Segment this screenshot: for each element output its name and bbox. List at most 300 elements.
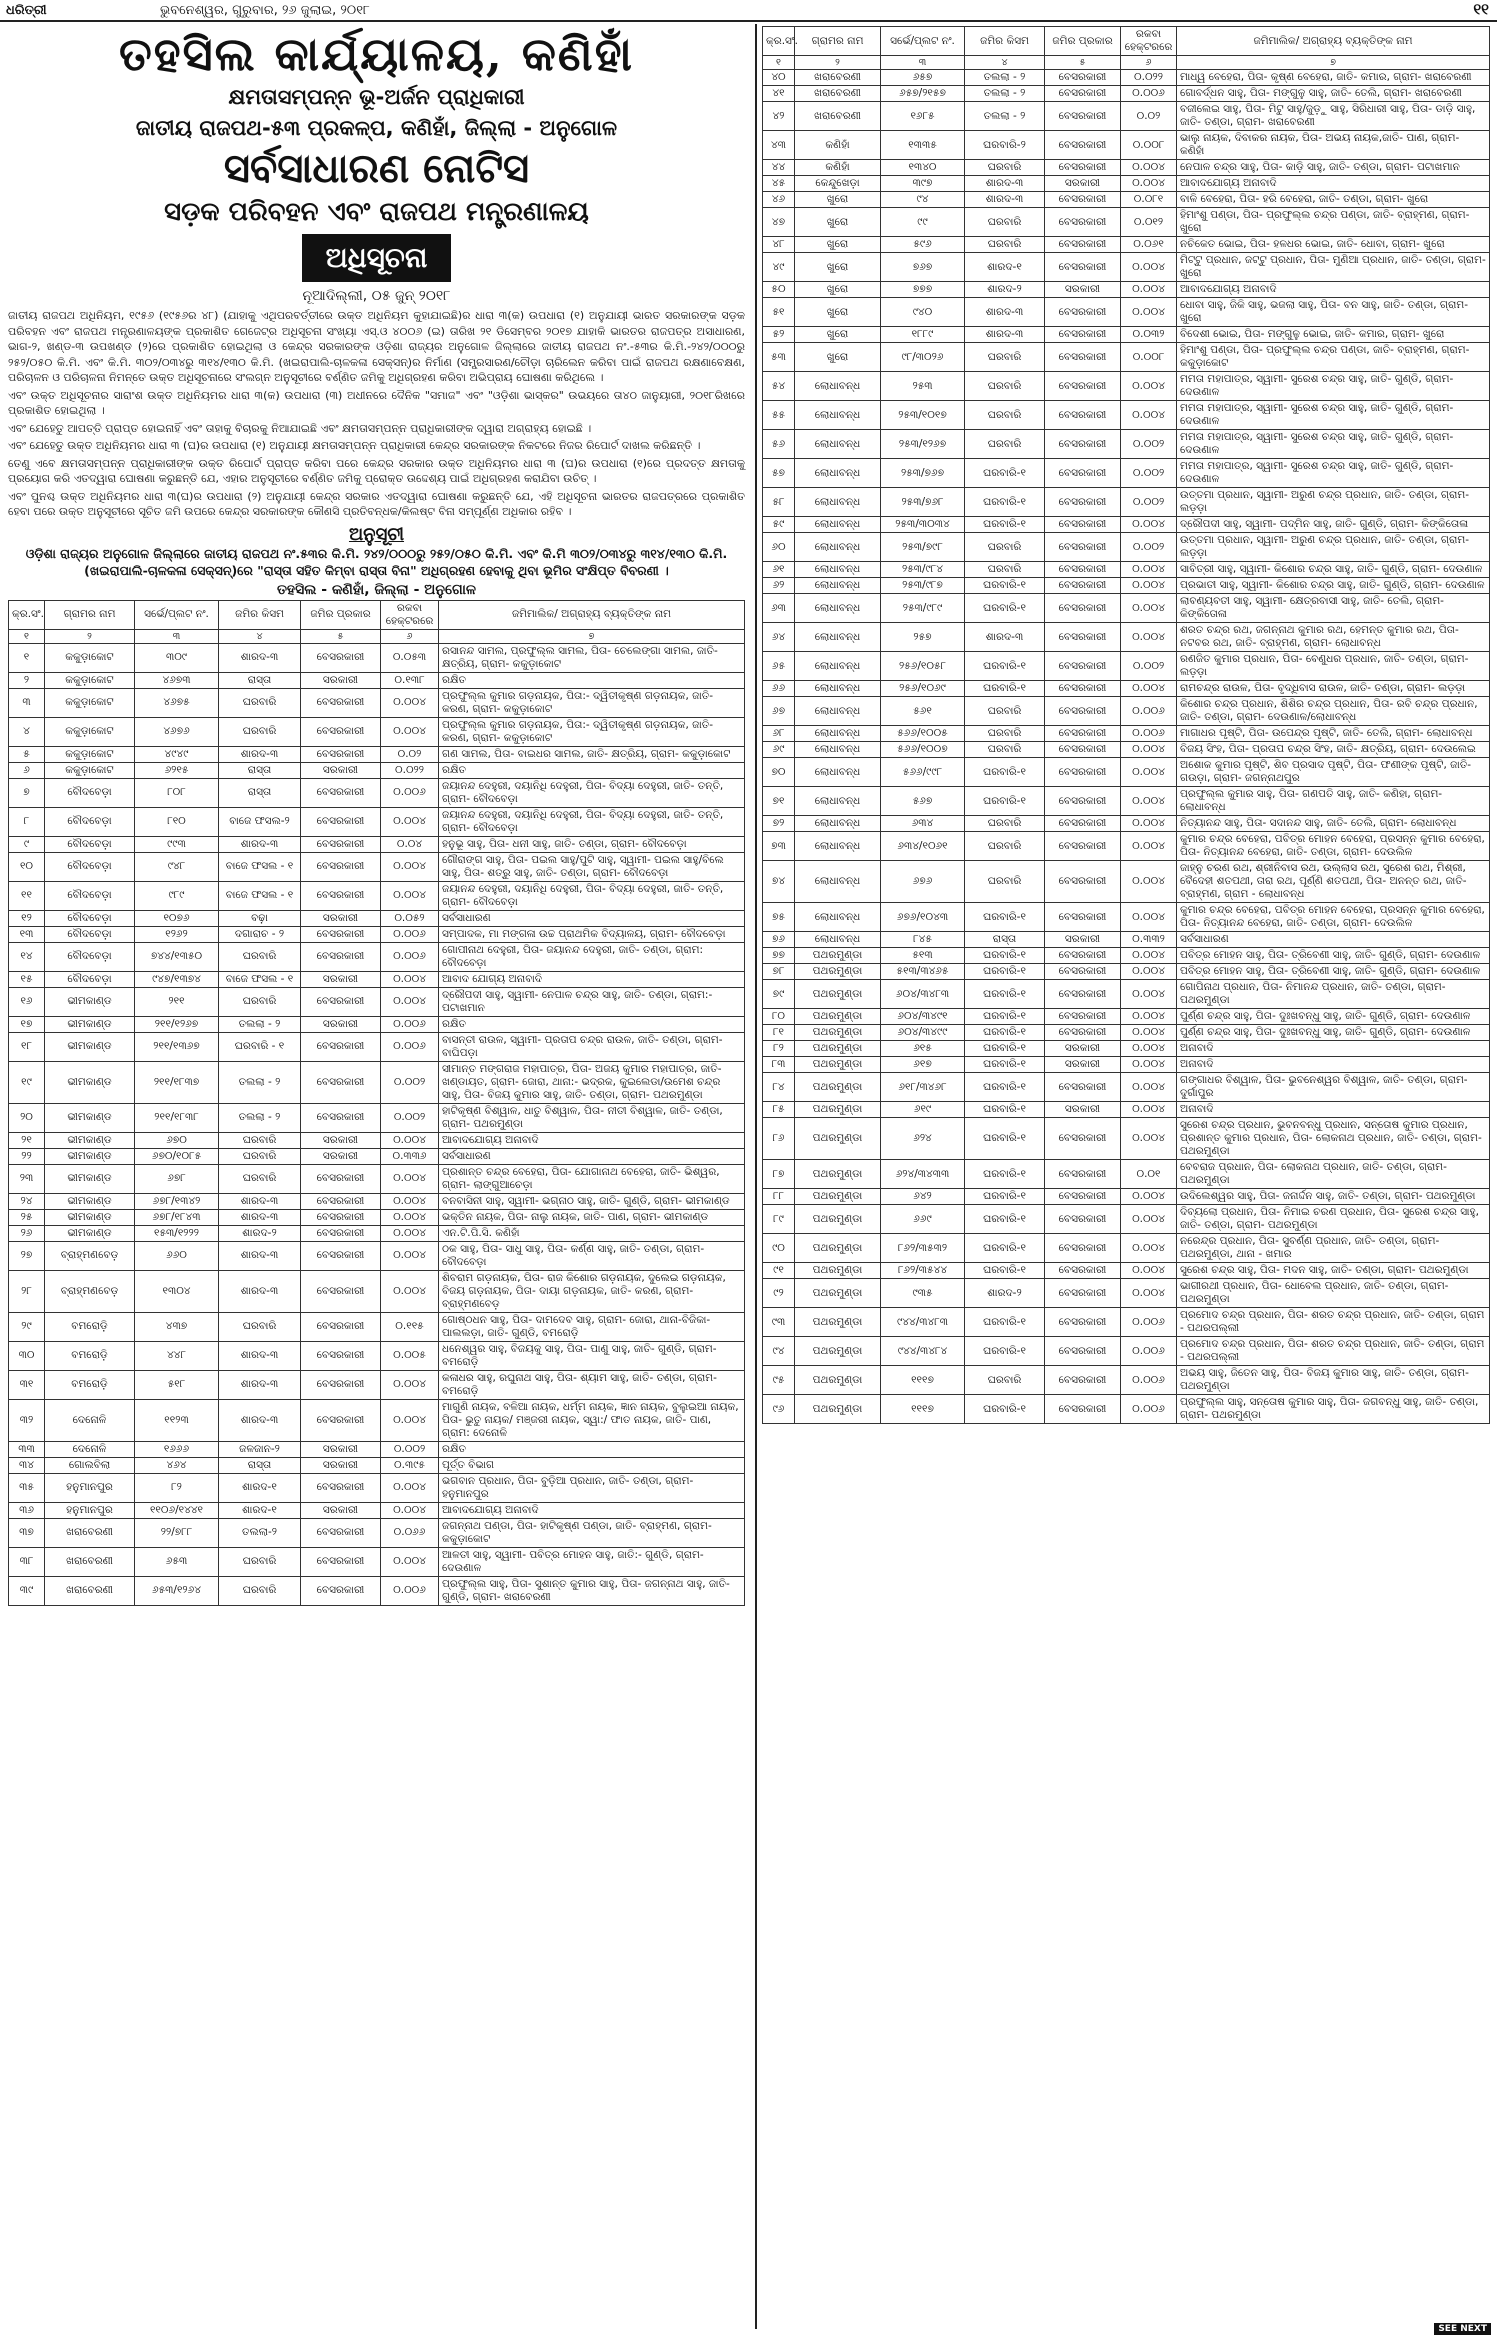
- table-cell: ରାମଚନ୍ଦ୍ର ରାଉଳ, ପିତା- ବୃଦ୍ଧିବାସ ରାଉଳ, ଜାତି- ତଣ୍ଡା, ଗ୍ରାମ- ଲଡ଼ଡ଼ା: [1177, 681, 1490, 697]
- table-cell: ୫୮: [763, 488, 795, 517]
- table-row: [9, 836, 745, 852]
- table-cell: ଘରବାରି-୧: [965, 1234, 1045, 1263]
- table-cell: କକୁଡ଼ାକୋଟ: [45, 762, 135, 778]
- table-cell: ସମ୍ପାଦକ, ମା ମଙ୍ଗଳା ଉଚ୍ଚ ପ୍ରାଥମିକ ବିଦ୍ୟାଳୟ, ଗ୍ରାମ- ବୌଦବେଡ଼ା: [439, 926, 745, 942]
- ministry-title: ସଡ଼କ ପରିବହନ ଏବଂ ରାଜପଥ ମନ୍ତ୍ରଣାଳୟ: [164, 197, 589, 227]
- table-cell: ରାସ୍ତା: [219, 1457, 301, 1473]
- table-cell: ୦.୦୦୪: [1121, 401, 1177, 430]
- table-cell: ୪୦: [763, 70, 795, 86]
- table-row: [763, 327, 1490, 343]
- column-index-cell: ୫: [301, 629, 381, 643]
- table-cell: ଗୌରାଙ୍ଗ ସାହୁ, ପିତା- ପଇଲ ସାହୁ/ପୁଟି ସାହୁ, ସ୍ୱାମୀ- ପଇଲ ସାହୁ/ବିଲେ ସାହୁ, ପିତା- ଶତ୍ରୁ ସାହୁ, ଜାତି- ତଣ୍ଡା, ଗ୍ରାମ- ବୌଦବେଡ଼ା: [439, 852, 745, 881]
- table-cell: ସରକାରୀ: [301, 1441, 381, 1457]
- table-cell: ୧୧୦୬/୧୪୪୧: [135, 1502, 219, 1518]
- table-cell: ବେସରକାରୀ: [301, 778, 381, 807]
- table-cell: ଖରାବେରଣୀ: [45, 1547, 135, 1576]
- table-cell: ୯୧: [763, 1263, 795, 1279]
- table-cell: ୯୮/୩୦୨୬: [881, 343, 965, 372]
- table-cell: ଘରବାରି: [965, 832, 1045, 861]
- table-cell: ୦.୦୦୬: [1121, 1366, 1177, 1395]
- table-cell: ୭୧: [763, 787, 795, 816]
- table-cell: ୬୦୪/୩୪୯୧: [881, 1009, 965, 1025]
- table-cell: ୯୪୪/୩୪୮୩: [881, 1308, 965, 1337]
- table-row: [763, 681, 1490, 697]
- table-cell: ୬୦୪/୩୪୯୯: [881, 1025, 965, 1041]
- page-number: ୧୧: [1473, 0, 1489, 18]
- table-cell: ଉତ୍ତମା ପ୍ରଧାନ, ସ୍ୱାମୀ- ଅରୁଣ ଚନ୍ଦ୍ର ପ୍ରଧାନ, ଜାତି- ତଣ୍ଡା, ଗ୍ରାମ- ଲଡ଼ଡ଼ା: [1177, 533, 1490, 562]
- table-cell: ୦.୦୦୨: [1121, 533, 1177, 562]
- table-cell: ୧୧: [9, 881, 45, 910]
- table-cell: ପ୍ରଫୁଲ୍ଲ ସାହୁ, ସନ୍ତୋଷ କୁମାର ସାହୁ, ପିତା- ଜଗବନ୍ଧୁ ସାହୁ, ଜାତି- ତଣ୍ଡା, ଗ୍ରାମ- ପଥରମୁଣ୍ଡା: [1177, 1395, 1490, 1424]
- table-cell: ରକ୍ଷିତ: [439, 672, 745, 688]
- table-cell: ଦିବ୍ୟଲୋ ପ୍ରଧାନ, ପିତା- ନିମାଇ ଚରଣ ପ୍ରଧାନ, ପିତା- ସୁରେଶ ଚନ୍ଦ୍ର ସାହୁ, ଜାତି- ତଣ୍ଡା, ଗ୍ରାମ- ପଥରମୁଣ୍ଡା: [1177, 1205, 1490, 1234]
- table-cell: ୦.୦୦୮: [1121, 343, 1177, 372]
- table-cell: ବୌଦବେଡ଼ା: [45, 852, 135, 881]
- table-cell: ୨୪: [9, 1193, 45, 1209]
- public-notice-title: ସର୍ବସାଧାରଣ ନୋଟିସ: [223, 145, 530, 192]
- table-cell: ୧୩୪୦: [881, 160, 965, 176]
- table-cell: ଧୋବା ସାହୁ, ଜିକି ସାହୁ, ଭଜଲା ସାହୁ, ପିତା- ବନ ସାହୁ, ଜାତି- ତଣ୍ଡା, ଗ୍ରାମ- ଖୁରୋ: [1177, 298, 1490, 327]
- table-cell: ଭୀମକାଣ୍ଡ: [45, 1148, 135, 1164]
- table-row: [9, 926, 745, 942]
- table-cell: ବାଳି ବେହେରା, ପିତା- ହରି ବେହେରା, ଜାତି- ତଣ୍ଡା, ଗ୍ରାମ- ଖୁରୋ: [1177, 192, 1490, 208]
- table-cell: ଲୋଧାବନ୍ଧ: [795, 861, 881, 903]
- table-cell: ୬୭୬: [881, 861, 965, 903]
- table-cell: ୯୯: [881, 208, 965, 237]
- table-cell: ପବିତ୍ର ମୋହନ ସାହୁ, ପିତା- ତ୍ରିବେଣୀ ସାହୁ, ଜାତି- ଗୁଣ୍ଡି, ଗ୍ରାମ- ଦେଉଣାଳ: [1177, 964, 1490, 980]
- table-cell: ଆବାଦ ଯୋଗ୍ୟ ଅନାବାଦି: [439, 971, 745, 987]
- table-cell: ୮୭: [763, 1160, 795, 1189]
- table-cell: ଲୋଧାବନ୍ଧ: [795, 903, 881, 932]
- table-cell: ୩୦୯: [135, 643, 219, 672]
- table-cell: ଆବାଦଯୋଗ୍ୟ ଅନାବାଦି: [439, 1132, 745, 1148]
- column-header: ଗ୍ରାମର ନାମ: [45, 600, 135, 629]
- table-cell: ବେସରକାରୀ: [1045, 1234, 1121, 1263]
- notice-paragraph: ଏବଂ ଯେହେତୁ ଆପତ୍ତି ପ୍ରାପ୍ତ ହୋଇନାହିଁ ଏବଂ ତାହାକୁ ବିଚାରକୁ ନିଆଯାଇଛି ଏବଂ କ୍ଷମତାସମ୍ପନ୍ନ ପ୍ରାଧିକାରୀଙ୍କ ଦ୍ୱାରା ଅଗ୍ରାହ୍ୟ ହୋଇଛି ।: [8, 421, 592, 435]
- table-cell: ୮୪: [763, 1073, 795, 1102]
- table-cell: ଜୟାନନ୍ଦ ଦେହୁରୀ, ଦୟାନିଧି ଦେହୁରୀ, ପିତା- ବିଦ୍ୟା ଦେହୁରୀ, ଜାତି- ତନ୍ତି, ଗ୍ରାମ- ବୌଦବେଡ଼ା: [439, 881, 745, 910]
- table-cell: ୧୪: [9, 942, 45, 971]
- table-cell: ପ୍ରଫୁଲ୍ଲ ସାହୁ, ପିତା- ସୁଶାନ୍ତ କୁମାର ସାହୁ, ପିତା- ଜଗନ୍ନାଥ ସାହୁ, ଜାତି- ଗୁଣ୍ଡି, ଗ୍ରାମ- ଖରାବେରଣୀ: [439, 1576, 745, 1605]
- table-cell: ୨୫୩: [881, 372, 965, 401]
- table-cell: ୧୮୮୯: [881, 327, 965, 343]
- table-cell: ୧୩: [9, 926, 45, 942]
- table-cell: ନିତ୍ୟାନନ୍ଦ ସାହୁ, ପିତା- ସଦାନନ୍ଦ ସାହୁ, ଜାତି- ତେଲି, ଗ୍ରାମ- ଲୋଧାବନ୍ଧ: [1177, 816, 1490, 832]
- table-cell: ଗୋଷ୍ଠଧନ ସାହୁ, ପିତା- ଦାମଦେବ ସାହୁ, ଗ୍ରାମ- ଜୋରା, ଥାନା-ବିଜିକା- ପାଲଲଡ଼ା, ଜାତି- ଗୁଣ୍ଡି, ବମରୋଡ଼ି: [439, 1312, 745, 1341]
- table-cell: ବେସରକାରୀ: [301, 1061, 381, 1103]
- table-cell: ବେସରକାରୀ: [1045, 578, 1121, 594]
- table-cell: ୪୭: [763, 208, 795, 237]
- table-row: [9, 746, 745, 762]
- table-cell: ୫୫: [763, 401, 795, 430]
- table-cell: ୭୪: [763, 861, 795, 903]
- table-cell: ୦.୦୦୪: [1121, 1025, 1177, 1041]
- table-cell: ପଥରମୁଣ୍ଡା: [795, 1263, 881, 1279]
- table-cell: ପଥରମୁଣ୍ଡା: [795, 964, 881, 980]
- table-cell: ମମତା ମହାପାତ୍ର, ସ୍ୱାମୀ- ସୁରେଶ ଚନ୍ଦ୍ର ସାହୁ, ଜାତି- ଗୁଣ୍ଡି, ଗ୍ରାମ- ଦେଉଣାଳ: [1177, 401, 1490, 430]
- table-cell: ପଥରମୁଣ୍ଡା: [795, 1337, 881, 1366]
- table-cell: ବୌଦବେଡ଼ା: [45, 971, 135, 987]
- table-cell: ବେସରକାରୀ: [1045, 372, 1121, 401]
- table-cell: ଖୁରୋ: [795, 192, 881, 208]
- table-cell: ବିଦେଶୀ ଭୋଇ, ପିତା- ମଙ୍ଗୁଳୁ ଭୋଇ, ଜାତି- କମାର, ଗ୍ରାମ- ଖୁରୋ: [1177, 327, 1490, 343]
- table-cell: ୦.୦୦୪: [1121, 1118, 1177, 1160]
- table-cell: ୬୧୭: [881, 1057, 965, 1073]
- authority-title: କ୍ଷମତାସମ୍ପନ୍ନ ଭୂ-ଅର୍ଜନ ପ୍ରାଧିକାରୀ: [228, 85, 525, 109]
- table-cell: ୪୪୮: [135, 1341, 219, 1370]
- table-cell: ଭାଗୀରଥୀ ପ୍ରଧାନ, ପିତା- ଧୋବେଲ ପ୍ରଧାନ, ଜାତି- ତଣ୍ଡା, ଗ୍ରାମ- ପଥରମୁଣ୍ଡା: [1177, 1279, 1490, 1308]
- table-row: [763, 980, 1490, 1009]
- table-cell: ପଥରମୁଣ୍ଡା: [795, 1205, 881, 1234]
- table-cell: ୨୬: [9, 1225, 45, 1241]
- table-cell: ୧୦: [9, 852, 45, 881]
- table-cell: ୦.୦୦୨: [381, 1441, 439, 1457]
- table-cell: ୬୧୯: [881, 1102, 965, 1118]
- newspaper-masthead: [0, 0, 1497, 22]
- table-cell: ବେସରକାରୀ: [1045, 787, 1121, 816]
- table-cell: ପଥରମୁଣ୍ଡା: [795, 948, 881, 964]
- table-cell: କଣିହାଁ: [795, 131, 881, 160]
- table-cell: ୫୬୬/୧୦୦୭: [881, 742, 965, 758]
- column-header: ରକବା ହେକ୍ଟରରେ: [381, 600, 439, 629]
- table-row: [763, 1279, 1490, 1308]
- table-cell: ମମତା ମହାପାତ୍ର, ସ୍ୱାମୀ- ସୁରେଶ ଚନ୍ଦ୍ର ସାହୁ, ଜାତି- ଗୁଣ୍ଡି, ଗ୍ରାମ- ଦେଉଣାଳ: [1177, 430, 1490, 459]
- table-cell: ୦.୦୦୬: [381, 942, 439, 971]
- table-cell: ୧୩୦୪: [135, 1270, 219, 1312]
- table-cell: ୦.୦୦୪: [381, 1225, 439, 1241]
- table-cell: ଘରବାରି-୧: [965, 652, 1045, 681]
- table-cell: ଘରବାରି-୧: [965, 1395, 1045, 1424]
- table-cell: ୫୯୬: [881, 237, 965, 253]
- table-cell: ଭୀମକାଣ୍ଡ: [45, 1016, 135, 1032]
- table-cell: ମମତା ମହାପାତ୍ର, ସ୍ୱାମୀ- ସୁରେଶ ଚନ୍ଦ୍ର ସାହୁ, ଜାତି- ଗୁଣ୍ଡି, ଗ୍ରାମ- ଦେଉଣାଳ: [1177, 459, 1490, 488]
- table-cell: ଭୀମକାଣ୍ଡ: [45, 1225, 135, 1241]
- table-row: [763, 562, 1490, 578]
- table-cell: ବେସରକାରୀ: [1045, 697, 1121, 726]
- table-cell: ୭୭୭: [881, 282, 965, 298]
- table-cell: ୦.୦୧: [1121, 1160, 1177, 1189]
- table-cell: ୨୧୧/୧୨୬୭: [135, 1016, 219, 1032]
- table-cell: ଘରବାରି-୧: [965, 517, 1045, 533]
- table-cell: ବେସରକାରୀ: [1045, 948, 1121, 964]
- table-cell: ୨୧୧: [135, 987, 219, 1016]
- table-cell: ୦.୦୦୪: [381, 807, 439, 836]
- table-cell: ବେସରକାରୀ: [1045, 832, 1121, 861]
- table-cell: ଘରବାରି: [965, 562, 1045, 578]
- table-cell: ୩୧: [9, 1370, 45, 1399]
- table-cell: ୩୯୭: [881, 176, 965, 192]
- table-cell: ହନୁମାନପୁର: [45, 1502, 135, 1518]
- table-cell: ବେସରକାରୀ: [301, 1399, 381, 1441]
- table-cell: ସରକାରୀ: [301, 762, 381, 778]
- table-cell: ଜୟାନନ୍ଦ ଦେହୁରୀ, ଦୟାନିଧି ଦେହୁରୀ, ପିତା- ବିଦ୍ୟା ଦେହୁରୀ, ଜାତି- ତନ୍ତି, ଗ୍ରାମ- ବୌଦବେଡ଼ା: [439, 778, 745, 807]
- table-cell: ୮୬୨/୩୫୪୪: [881, 1263, 965, 1279]
- table-row: [763, 208, 1490, 237]
- table-cell: ମାଗାଧର ପୃଷ୍ଟି, ପିତା- ଉପେନ୍ଦ୍ର ପୃଷ୍ଟି, ଜାତି- ତେଲି, ଗ୍ରାମ- ଲୋଧାବନ୍ଧ: [1177, 726, 1490, 742]
- table-cell: ୦.୦୦୪: [1121, 253, 1177, 282]
- table-cell: ୦.୦୦୪: [1121, 1205, 1177, 1234]
- table-cell: ୨୫୩/୧୦୧୭: [881, 401, 965, 430]
- table-cell: ଜଗନ୍ନାଥ ପଣ୍ଡା, ପିତା- ହାଟିକୃଷ୍ଣ ପଣ୍ଡା, ଜାତି- ବ୍ରାହ୍ମଣ, ଗ୍ରାମ- କକୁଡ଼ାକୋଟ: [439, 1518, 745, 1547]
- table-cell: ୦.୦୩୨: [1121, 327, 1177, 343]
- table-cell: ୨୯: [9, 1312, 45, 1341]
- table-cell: ୭୦: [763, 758, 795, 787]
- table-cell: ୬୯: [763, 742, 795, 758]
- table-cell: ବେସରକାରୀ: [301, 643, 381, 672]
- table-cell: ଭୀମକାଣ୍ଡ: [45, 1103, 135, 1132]
- table-cell: ୬୬୦: [135, 1241, 219, 1270]
- table-cell: ଘରବାରି: [219, 1132, 301, 1148]
- table-cell: ଖୁରୋ: [795, 343, 881, 372]
- table-cell: ୦.୦୦୪: [381, 881, 439, 910]
- table-cell: ଅଭୟ ସାହୁ, ଜିତେନ ସାହୁ, ପିତା- ବିଜୟ କୁମାର ସାହୁ, ଜାତି- ତଣ୍ଡା, ଗ୍ରାମ- ପଥରମୁଣ୍ଡା: [1177, 1366, 1490, 1395]
- table-row: [9, 762, 745, 778]
- table-cell: ପ୍ରମୋଦ ଚନ୍ଦ୍ର ପ୍ରଧାନ, ପିତା- ଶରତ ଚନ୍ଦ୍ର ପ୍ରଧାନ, ଜାତି- ତଣ୍ଡା, ଗ୍ରାମ - ପଥରପଲ୍ଲୀ: [1177, 1308, 1490, 1337]
- table-cell: ବୌଦବେଡ଼ା: [45, 836, 135, 852]
- table-cell: ୯୪: [763, 1337, 795, 1366]
- table-cell: ଶାରଦ-୧: [965, 253, 1045, 282]
- column-header: ଜମିମାଲିକ/ ଅଗ୍ରାହ୍ୟ ବ୍ୟକ୍ତିଙ୍କ ନାମ: [439, 600, 745, 629]
- table-cell: ୬୧: [763, 562, 795, 578]
- table-cell: ୮୨: [135, 1473, 219, 1502]
- table-row: [763, 964, 1490, 980]
- table-cell: ବେବରାଜ ପ୍ରଧାନ, ପିତା- ଲୋକନାଥ ପ୍ରଧାନ, ଜାତି- ତଣ୍ଡା, ଗ୍ରାମ- ପଥରମୁଣ୍ଡା: [1177, 1160, 1490, 1189]
- table-cell: ଶାରଦ-୩: [965, 176, 1045, 192]
- notice-paragraph: ଏବଂ ଯେହେତୁ ଉକ୍ତ ଅଧିନିୟମର ଧାରା ୩ (ଘ)ର ଉପଧାରା (୧) ଅନୁଯାୟୀ କ୍ଷମତାସମ୍ପନ୍ନ ପ୍ରାଧିକାରୀ କେନ୍ଦ୍ର ସରକାରଙ୍କ ନିକଟରେ ନିଜର ରିପୋର୍ଟ ଦାଖଲ କରିଛନ୍ତି ।: [8, 439, 701, 452]
- table-row: [9, 1576, 745, 1605]
- table-cell: ୬୫୭/୨୧୫୭: [881, 86, 965, 102]
- table-cell: ୦.୦୦୬: [1121, 1308, 1177, 1337]
- column-header: ଜମିମାଲିକ/ ଅଗ୍ରାହ୍ୟ ବ୍ୟକ୍ତିଙ୍କ ନାମ: [1177, 27, 1490, 56]
- table-cell: ଶାରଦ-୩: [219, 1270, 301, 1312]
- table-row: [763, 192, 1490, 208]
- table-row: [763, 932, 1490, 948]
- table-cell: ଲୋଧାବନ୍ଧ: [795, 726, 881, 742]
- table-cell: ପଥରମୁଣ୍ଡା: [795, 1160, 881, 1189]
- table-cell: ୯୪୭/୧୩୭୪: [135, 971, 219, 987]
- table-row: [763, 726, 1490, 742]
- table-cell: କକୁଡ଼ାକୋଟ: [45, 746, 135, 762]
- table-cell: ୩୬: [9, 1502, 45, 1518]
- table-cell: ୨୫୬/୧୦୫୮: [881, 652, 965, 681]
- table-cell: ବେସରକାରୀ: [1045, 1009, 1121, 1025]
- table-cell: ୦.୦୦୪: [1121, 372, 1177, 401]
- column-index-cell: ୧: [763, 56, 795, 70]
- table-cell: ୪୬୪: [135, 1457, 219, 1473]
- table-cell: ପଥରମୁଣ୍ଡା: [795, 1279, 881, 1308]
- table-cell: ୦.୦୦୪: [1121, 282, 1177, 298]
- table-cell: ୧୧୧୭: [881, 1395, 965, 1424]
- table-cell: ବେସରକାରୀ: [301, 1576, 381, 1605]
- table-cell: ପ୍ରମୋଦ ଚନ୍ଦ୍ର ପ୍ରଧାନ, ପିତା- ଶରତ ଚନ୍ଦ୍ର ପ୍ରଧାନ, ଜାତି- ତଣ୍ଡା, ଗ୍ରାମ - ପଥରପଲ୍ଲୀ: [1177, 1337, 1490, 1366]
- table-cell: ବାଜେ ଫସଲ - ୧: [219, 971, 301, 987]
- table-cell: ରସାନନ୍ଦ ସାମଲ, ପ୍ରଫୁଲ୍ଲ ସାମଲ, ପିତା- ଚେଲେଙ୍ଗା ସାମଲ, ଜାତି- କ୍ଷତ୍ରିୟ, ଗ୍ରାମ- କକୁଡ଼ାକୋଟ: [439, 643, 745, 672]
- table-cell: ୮୦୮: [135, 778, 219, 807]
- table-row: [763, 459, 1490, 488]
- table-cell: ପୁର୍ଣ୍ଣ ଚନ୍ଦ୍ର ସାହୁ, ପିତା- ଦୁଃଖବନ୍ଧୁ ସାହୁ, ଜାତି- ଗୁଣ୍ଡି, ଗ୍ରାମ- ଦେଉଣାଳ: [1177, 1009, 1490, 1025]
- table-cell: ଲୋଧାବନ୍ଧ: [795, 578, 881, 594]
- table-cell: ୧୨: [9, 910, 45, 926]
- table-cell: ୬୫୩/୧୨୬୪: [135, 1576, 219, 1605]
- table-cell: ସାବିତ୍ରୀ ସାହୁ, ସ୍ୱାମୀ- କିଶୋର ଚନ୍ଦ୍ର ସାହୁ, ଜାତି- ଗୁଣ୍ଡି, ଗ୍ରାମ- ଦେଉଣାଳ: [1177, 562, 1490, 578]
- table-cell: ବମରୋଡ଼ି: [45, 1341, 135, 1370]
- column-index-cell: ୨: [795, 56, 881, 70]
- schedule-subtitle: ଓଡ଼ିଶା ରାଜ୍ୟର ଅନୁଗୋଳ ଜିଲ୍ଲାରେ ଜାତୀୟ ରାଜପଥ ନଂ.୫୩ର କି.ମି. ୨୪୨/୦୦୦ରୁ ୨୫୨/୦୫୦ କି.ମି. ଏବଂ କି.ମି ୩୦୨/୦୩୪ରୁ ୩୧୪/୧୩୦ କି.ମି. (ଖଇରାପାଲି-ଚାଳକଳା ସେକ୍ସନ୍)ରେ "ରାସ୍ତା ସହିତ କିମ୍ବା ରାସ୍ତା ବିନା" ଅଧିଗ୍ରହଣ ହେବାକୁ ଥିବା ଭୂମିର ସଂକ୍ଷିପ୍ତ ବିବରଣୀ ।: [25, 545, 728, 578]
- table-row: [763, 652, 1490, 681]
- table-row: [763, 253, 1490, 282]
- table-cell: ୦.୦୦୪: [1121, 1073, 1177, 1102]
- table-cell: ସରକାରୀ: [301, 1016, 381, 1032]
- table-cell: ଶିବରାମ ଗଡ଼ନାୟକ, ପିତା- ରାଜ କିଶୋର ଗଡ଼ନାୟକ, ଦୁଲେଇ ଗଡ଼ନାୟକ, ବିଜୟ ଗଡ଼ନାୟକ, ପିତା- ଦାୟା ଗଡ଼ନାୟକ, ଜାତି- କରଣ, ଗ୍ରାମ- ବ୍ରାହ୍ମଣବେଡ଼: [439, 1270, 745, 1312]
- table-header-row: [763, 27, 1490, 56]
- table-cell: ୭୭: [763, 948, 795, 964]
- table-cell: ୦.୦୦୪: [381, 1502, 439, 1518]
- table-cell: ବେସରକାରୀ: [301, 881, 381, 910]
- table-cell: ୧୧୨୩: [135, 1399, 219, 1441]
- table-cell: ଘରବାରି-୧: [965, 1102, 1045, 1118]
- table-cell: ଗୋପୀନାଥ ଦେହୁରୀ, ପିତା- ଜୟାନନ୍ଦ ଦେହୁରୀ, ଜାତି- ତଣ୍ଡା, ଗ୍ରାମ: ବୌଦବେଡ଼ା: [439, 942, 745, 971]
- table-row: [763, 1057, 1490, 1073]
- table-row: [763, 86, 1490, 102]
- table-cell: ଘରବାରି-୨: [965, 131, 1045, 160]
- table-cell: ସରକାରୀ: [301, 672, 381, 688]
- column-index-cell: ୩: [135, 629, 219, 643]
- table-cell: ବେସରକାରୀ: [301, 852, 381, 881]
- table-row: [763, 1308, 1490, 1337]
- table-cell: ୬: [9, 762, 45, 778]
- table-cell: ୦.୦୮୧: [1121, 192, 1177, 208]
- column-divider: [755, 24, 757, 2329]
- table-row: [763, 594, 1490, 623]
- table-cell: ୭୫: [763, 903, 795, 932]
- table-row: [9, 1270, 745, 1312]
- table-cell: ବେସରକାରୀ: [301, 1225, 381, 1241]
- column-header: ଜମିର ପ୍ରକାର: [301, 600, 381, 629]
- table-cell: ୦.୦୫୩: [381, 643, 439, 672]
- table-cell: ବେସରକାରୀ: [1045, 1073, 1121, 1102]
- table-cell: ବେସରକାରୀ: [1045, 237, 1121, 253]
- table-cell: ୧୫୩/୧୨୨୨: [135, 1225, 219, 1241]
- table-cell: ବ୍ରାହ୍ମଣବେଡ଼: [45, 1270, 135, 1312]
- table-cell: ୫୭: [763, 459, 795, 488]
- table-cell: କକୁଡ଼ାକୋଟ: [45, 717, 135, 746]
- table-cell: ୬୫୭: [881, 70, 965, 86]
- schedule-place: ତହସିଲ - କଣିହାଁ, ଜିଲ୍ଲା - ଅନୁଗୋଳ: [276, 581, 477, 598]
- table-cell: ଶାରଦ-୧: [219, 1473, 301, 1502]
- table-cell: ଭୀମକାଣ୍ଡ: [45, 1032, 135, 1061]
- table-cell: ଘରବାରି: [219, 717, 301, 746]
- column-header: ଜମିର ପ୍ରକାର: [1045, 27, 1121, 56]
- table-cell: ଘରବାରି-୧: [965, 1073, 1045, 1102]
- table-cell: ୦.୦୦୪: [381, 1132, 439, 1148]
- land-schedule-table-right: [762, 26, 1490, 1424]
- office-title: ତହସିଲ କାର୍ଯ୍ୟାଳୟ, କଣିହାଁ: [119, 27, 634, 81]
- table-cell: ପଥରମୁଣ୍ଡା: [795, 1366, 881, 1395]
- table-cell: ବେସରକାରୀ: [1045, 1025, 1121, 1041]
- paper-name: ଧରିତ୍ରୀ: [6, 3, 47, 18]
- table-cell: ଶାରଦ-୩: [219, 1209, 301, 1225]
- table-cell: ଗଙ୍ଗାଧର ବିଶ୍ୱାଳ, ପିତା- ଭୁବନେଶ୍ୱର ବିଶ୍ୱାଳ, ଜାତି- ତଣ୍ଡା, ଗ୍ରାମ- ଦୁର୍ଗାପୁର: [1177, 1073, 1490, 1102]
- table-cell: ୬୬୯: [881, 1205, 965, 1234]
- table-cell: ଖୁରୋ: [795, 253, 881, 282]
- right-column: [762, 26, 1490, 2331]
- table-cell: ୨୭: [9, 1241, 45, 1270]
- table-cell: ୧୮: [9, 1032, 45, 1061]
- column-header: ଜମିର କିସମ: [965, 27, 1045, 56]
- table-cell: ୦.୦୦୪: [1121, 1234, 1177, 1263]
- table-cell: ୦.୦୦୪: [381, 1370, 439, 1399]
- table-cell: ୦.୦୦୬: [381, 1032, 439, 1061]
- table-cell: ୧୫: [9, 971, 45, 987]
- column-index-cell: ୧: [9, 629, 45, 643]
- table-cell: ଭୀମକାଣ୍ଡ: [45, 1209, 135, 1225]
- table-cell: ୦.୦୦୪: [1121, 176, 1177, 192]
- table-cell: ୪୬୭୩: [135, 672, 219, 688]
- table-cell: ବେସରକାରୀ: [1045, 160, 1121, 176]
- table-cell: କଣିହାଁ: [795, 160, 881, 176]
- table-cell: ପଥରମୁଣ୍ଡା: [795, 1189, 881, 1205]
- table-cell: କକୁଡ଼ାକୋଟ: [45, 643, 135, 672]
- table-cell: ୯୦: [763, 1234, 795, 1263]
- table-cell: ବେସରକାରୀ: [1045, 102, 1121, 131]
- table-cell: ବେସରକାରୀ: [1045, 86, 1121, 102]
- table-cell: ସରକାରୀ: [301, 910, 381, 926]
- table-cell: ଆବାଦଯୋଗ୍ୟ ଅନାବାଦି: [1177, 282, 1490, 298]
- table-cell: ୯୫: [763, 1366, 795, 1395]
- table-cell: ୫୦: [763, 282, 795, 298]
- table-cell: ପ୍ରଫୁଲ୍ଲ କୁମାର ସାହୁ, ପିତା- ଗଣପତି ସାହୁ, ଜାତି- କଣିହା, ଗ୍ରାମ- ଲୋଧାବନ୍ଧ: [1177, 787, 1490, 816]
- table-row: [9, 1547, 745, 1576]
- table-cell: ଘରବାରି: [965, 343, 1045, 372]
- table-cell: ଘରବାରି-୧: [965, 903, 1045, 932]
- table-cell: ପ୍ରଭାତୀ ସାହୁ, ସ୍ୱାମୀ- କିଶୋର ଚନ୍ଦ୍ର ସାହୁ, ଜାତି- ଗୁଣ୍ଡି, ଗ୍ରାମ- ଦେଉଣାଳ: [1177, 578, 1490, 594]
- table-cell: ବେସରକାରୀ: [1045, 980, 1121, 1009]
- table-cell: ଶାରଦ-୩: [219, 1370, 301, 1399]
- table-cell: ୭୯: [763, 980, 795, 1009]
- table-cell: ୦.୦୦୪: [381, 1547, 439, 1576]
- table-cell: ବେସରକାରୀ: [301, 1103, 381, 1132]
- table-cell: ୬୭୦/୧୦୮୫: [135, 1148, 219, 1164]
- table-cell: ୮୫: [763, 1102, 795, 1118]
- table-cell: ୯୯୩: [135, 836, 219, 852]
- table-cell: ବେସରକାରୀ: [1045, 594, 1121, 623]
- table-cell: ଖରାବେରଣୀ: [45, 1576, 135, 1605]
- table-cell: ଅଶୋକ କୁମାର ପୃଷ୍ଟି, ଶିବ ପ୍ରସାଦ ପୃଷ୍ଟି, ପିତା- ଫଣୀଙ୍କ ପୃଷ୍ଟି, ଜାତି- ଗଉଡ଼ା, ଗ୍ରାମ- ଜଗନ୍ନାଥପୁର: [1177, 758, 1490, 787]
- table-row: [9, 1241, 745, 1270]
- table-cell: ୨୫୩/୯୮୯: [881, 594, 965, 623]
- table-cell: ୮୧: [763, 1025, 795, 1041]
- table-cell: ୫୬୬/୯୯୮: [881, 758, 965, 787]
- table-row: [763, 1189, 1490, 1205]
- table-cell: ୦.୦୦୬: [381, 926, 439, 942]
- table-row: [9, 1209, 745, 1225]
- table-row: [9, 1193, 745, 1209]
- table-cell: ୩: [9, 688, 45, 717]
- table-row: [9, 971, 745, 987]
- table-cell: ୪୮: [763, 237, 795, 253]
- table-cell: ଲୋଧାବନ୍ଧ: [795, 562, 881, 578]
- table-cell: ଲୋଧାବନ୍ଧ: [795, 742, 881, 758]
- table-cell: ୪୨: [763, 102, 795, 131]
- table-cell: ୦.୦୦୨: [1121, 652, 1177, 681]
- table-cell: ଭକ୍ତିନ ନାୟକ, ପିତା- ନାଲୁ ନାୟକ, ଜାତି- ପାଣ, ଗ୍ରାମ- ଭୀମକାଣ୍ଡ: [439, 1209, 745, 1225]
- table-cell: ୧୩୩୫: [881, 131, 965, 160]
- table-cell: ୦.୦୦୪: [1121, 298, 1177, 327]
- table-cell: ଘରବାରି: [219, 942, 301, 971]
- table-row: [9, 1518, 745, 1547]
- table-cell: ଘରବାରି: [219, 1164, 301, 1193]
- table-cell: ୫୧୩/୩୪୬୫: [881, 964, 965, 980]
